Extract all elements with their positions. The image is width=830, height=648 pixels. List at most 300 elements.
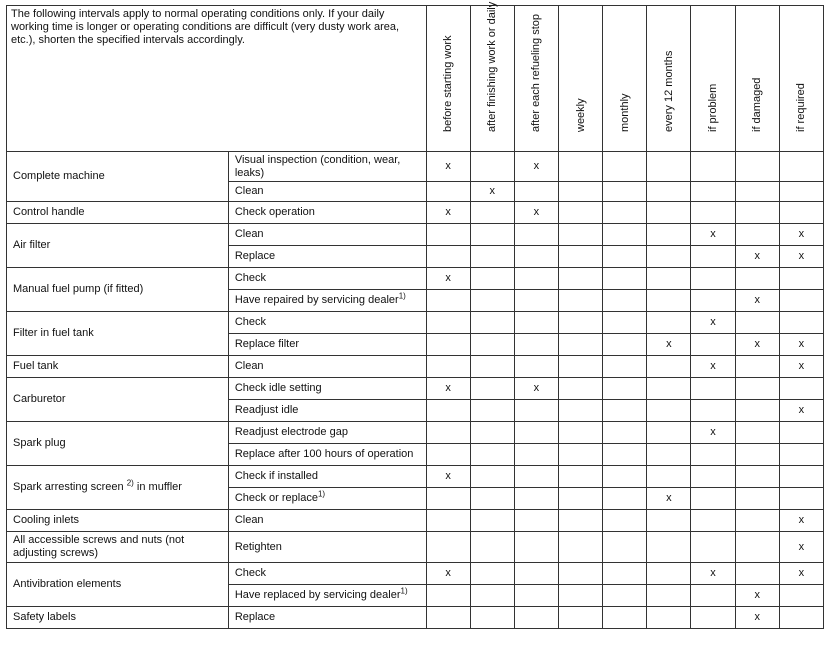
interval-mark: x — [710, 567, 716, 579]
interval-mark: x — [754, 338, 760, 350]
interval-cell — [603, 510, 647, 532]
interval-cell — [426, 378, 470, 400]
component-cell — [7, 532, 229, 563]
interval-cell — [470, 422, 514, 444]
interval-cell — [603, 224, 647, 246]
interval-cell — [779, 422, 823, 444]
table-body — [7, 152, 824, 629]
action-label: Have replaced by servicing dealer — [234, 589, 401, 601]
interval-cell — [779, 378, 823, 400]
interval-cell — [559, 400, 603, 422]
interval-cell — [426, 532, 470, 563]
component-cell — [7, 356, 229, 378]
interval-cell — [691, 312, 735, 334]
interval-cell — [426, 422, 470, 444]
interval-cell — [470, 444, 514, 466]
interval-header-label: if problem — [707, 83, 720, 132]
interval-cell — [559, 444, 603, 466]
footnote-marker: 1) — [317, 489, 326, 499]
interval-cell — [691, 182, 735, 202]
action-label: Clean — [234, 185, 264, 197]
interval-cell — [426, 585, 470, 607]
interval-cell — [603, 152, 647, 182]
interval-mark: x — [798, 567, 805, 579]
interval-cell — [559, 488, 603, 510]
interval-cell — [559, 182, 603, 202]
intro-text: The following intervals apply to normal operating conditions only. If your daily working time is longer or operating conditions are difficult (very dusty work area, etc.), shorten the specified intervals accordingly. — [7, 6, 427, 152]
interval-cell — [735, 356, 779, 378]
interval-cell — [735, 246, 779, 268]
interval-cell — [735, 182, 779, 202]
interval-cell — [603, 444, 647, 466]
interval-cell — [735, 202, 779, 224]
interval-mark: x — [798, 514, 805, 526]
interval-cell — [603, 202, 647, 224]
interval-cell — [779, 246, 823, 268]
interval-cell — [691, 400, 735, 422]
header-row — [7, 6, 824, 152]
interval-mark: x — [666, 338, 672, 350]
interval-mark: x — [798, 250, 805, 262]
table-row — [7, 607, 824, 629]
interval-cell — [691, 268, 735, 290]
action-cell — [228, 488, 426, 510]
action-label: Replace filter — [234, 338, 300, 350]
interval-cell — [559, 510, 603, 532]
interval-cell — [735, 312, 779, 334]
interval-cell — [735, 290, 779, 312]
interval-cell — [470, 246, 514, 268]
component-cell — [7, 422, 229, 466]
interval-cell — [647, 202, 691, 224]
interval-cell — [691, 532, 735, 563]
interval-cell — [735, 510, 779, 532]
interval-cell — [691, 444, 735, 466]
action-label: Replace after 100 hours of operation — [234, 448, 414, 460]
action-label: Check operation — [234, 206, 315, 218]
component-cell — [7, 607, 229, 629]
interval-cell — [514, 422, 558, 444]
interval-header-label: weekly — [574, 98, 587, 132]
interval-cell — [647, 224, 691, 246]
interval-cell — [779, 152, 823, 182]
interval-header — [559, 6, 603, 152]
interval-cell — [470, 532, 514, 563]
interval-cell — [559, 312, 603, 334]
component-label: Antivibration elements — [13, 578, 122, 590]
interval-cell — [647, 290, 691, 312]
interval-mark: x — [754, 294, 760, 306]
interval-cell — [691, 246, 735, 268]
interval-cell — [603, 607, 647, 629]
component-cell — [7, 466, 229, 510]
component-label: Control handle — [13, 206, 85, 218]
action-cell — [228, 510, 426, 532]
interval-cell — [514, 268, 558, 290]
action-cell — [228, 378, 426, 400]
interval-cell — [559, 466, 603, 488]
interval-cell — [735, 466, 779, 488]
interval-cell — [735, 563, 779, 585]
component-label: Spark plug — [13, 437, 66, 449]
interval-cell — [647, 510, 691, 532]
interval-cell — [470, 356, 514, 378]
interval-cell — [514, 202, 558, 224]
interval-cell — [559, 356, 603, 378]
interval-cell — [603, 356, 647, 378]
interval-cell — [779, 488, 823, 510]
component-cell — [7, 224, 229, 268]
interval-cell — [779, 466, 823, 488]
interval-mark: x — [710, 360, 716, 372]
interval-cell — [735, 334, 779, 356]
interval-cell — [779, 202, 823, 224]
interval-cell — [647, 400, 691, 422]
interval-cell — [559, 290, 603, 312]
interval-cell — [470, 182, 514, 202]
interval-cell — [647, 585, 691, 607]
interval-cell — [514, 532, 558, 563]
component-cell — [7, 312, 229, 356]
action-cell — [228, 202, 426, 224]
interval-cell — [779, 585, 823, 607]
interval-cell — [779, 290, 823, 312]
interval-cell — [426, 356, 470, 378]
interval-mark: x — [445, 160, 451, 172]
interval-mark: x — [798, 404, 805, 416]
interval-cell — [514, 510, 558, 532]
component-label: Filter in fuel tank — [13, 327, 94, 339]
interval-cell — [691, 290, 735, 312]
interval-header — [691, 6, 735, 152]
action-label: Check — [234, 272, 266, 284]
component-label: All accessible screws and nuts (not adjusting screws) — [13, 534, 185, 559]
interval-cell — [559, 152, 603, 182]
interval-cell — [514, 290, 558, 312]
interval-cell — [735, 532, 779, 563]
table-row — [7, 563, 824, 585]
component-label: Manual fuel pump (if fitted) — [13, 283, 144, 295]
interval-cell — [514, 224, 558, 246]
action-label: Clean — [234, 360, 264, 372]
table-row — [7, 312, 824, 334]
interval-mark: x — [754, 611, 760, 623]
interval-cell — [735, 444, 779, 466]
action-label: Check — [234, 567, 266, 579]
action-cell — [228, 224, 426, 246]
interval-header — [603, 6, 647, 152]
interval-header — [647, 6, 691, 152]
interval-header-label: before starting work — [442, 35, 455, 132]
interval-cell — [691, 563, 735, 585]
interval-cell — [691, 152, 735, 182]
interval-cell — [559, 246, 603, 268]
interval-mark: x — [445, 206, 451, 218]
interval-cell — [647, 334, 691, 356]
interval-cell — [559, 532, 603, 563]
interval-cell — [691, 510, 735, 532]
interval-cell — [426, 290, 470, 312]
action-cell — [228, 400, 426, 422]
interval-cell — [691, 378, 735, 400]
interval-cell — [647, 466, 691, 488]
interval-cell — [559, 378, 603, 400]
interval-cell — [735, 607, 779, 629]
action-label: Readjust electrode gap — [234, 426, 348, 438]
interval-cell — [470, 585, 514, 607]
action-cell — [228, 422, 426, 444]
interval-cell — [603, 378, 647, 400]
action-cell — [228, 334, 426, 356]
action-label: Have repaired by servicing dealer — [234, 294, 399, 306]
interval-cell — [647, 422, 691, 444]
interval-cell — [735, 378, 779, 400]
interval-cell — [426, 488, 470, 510]
interval-mark: x — [710, 228, 716, 240]
interval-cell — [691, 488, 735, 510]
action-cell — [228, 607, 426, 629]
interval-cell — [735, 400, 779, 422]
action-cell — [228, 246, 426, 268]
interval-cell — [603, 268, 647, 290]
interval-cell — [779, 532, 823, 563]
interval-cell — [779, 400, 823, 422]
interval-cell — [691, 224, 735, 246]
interval-mark: x — [666, 492, 672, 504]
interval-cell — [647, 356, 691, 378]
interval-cell — [514, 400, 558, 422]
interval-mark: x — [445, 567, 451, 579]
footnote-marker: 2) — [126, 478, 134, 488]
component-label: Complete machine — [13, 170, 105, 182]
action-cell — [228, 563, 426, 585]
interval-cell — [426, 246, 470, 268]
interval-header — [426, 6, 470, 152]
component-cell — [7, 378, 229, 422]
interval-cell — [647, 488, 691, 510]
interval-cell — [514, 334, 558, 356]
interval-cell — [603, 290, 647, 312]
component-label: Safety labels — [13, 611, 76, 623]
interval-cell — [603, 488, 647, 510]
table-row — [7, 532, 824, 563]
component-label: Fuel tank — [13, 360, 59, 372]
interval-cell — [470, 202, 514, 224]
interval-cell — [647, 152, 691, 182]
interval-cell — [426, 444, 470, 466]
interval-cell — [559, 224, 603, 246]
interval-cell — [603, 334, 647, 356]
interval-cell — [647, 607, 691, 629]
component-label: Air filter — [13, 239, 51, 251]
table-row — [7, 356, 824, 378]
component-label: Spark arresting screen — [13, 481, 124, 493]
interval-header-label: if required — [795, 83, 808, 132]
interval-header — [470, 1, 514, 152]
action-cell — [228, 152, 426, 182]
interval-mark: x — [445, 382, 451, 394]
interval-cell — [426, 607, 470, 629]
interval-cell — [514, 246, 558, 268]
interval-cell — [470, 290, 514, 312]
interval-cell — [779, 182, 823, 202]
interval-cell — [603, 563, 647, 585]
interval-cell — [559, 202, 603, 224]
action-cell — [228, 585, 426, 607]
table-row — [7, 422, 824, 444]
interval-cell — [470, 152, 514, 182]
interval-cell — [691, 607, 735, 629]
interval-cell — [647, 268, 691, 290]
interval-mark: x — [533, 382, 540, 394]
interval-cell — [603, 422, 647, 444]
table-row — [7, 466, 824, 488]
action-label: Clean — [234, 228, 264, 240]
interval-cell — [779, 444, 823, 466]
action-label: Check — [234, 316, 266, 328]
interval-header — [514, 6, 558, 152]
action-cell — [228, 312, 426, 334]
interval-cell — [779, 356, 823, 378]
interval-cell — [559, 422, 603, 444]
interval-mark: x — [710, 426, 716, 438]
interval-mark: x — [445, 272, 451, 284]
interval-cell — [691, 356, 735, 378]
action-label: Check or replace — [234, 492, 318, 504]
component-cell — [7, 563, 229, 607]
interval-mark: x — [798, 540, 805, 553]
interval-cell — [691, 585, 735, 607]
component-cell — [7, 510, 229, 532]
interval-cell — [426, 510, 470, 532]
interval-cell — [426, 466, 470, 488]
interval-mark: x — [754, 250, 760, 262]
interval-cell — [470, 378, 514, 400]
interval-cell — [603, 182, 647, 202]
interval-cell — [514, 444, 558, 466]
interval-mark: x — [533, 160, 540, 172]
interval-mark: x — [533, 206, 540, 218]
table-row — [7, 378, 824, 400]
interval-cell — [426, 563, 470, 585]
interval-cell — [647, 246, 691, 268]
table-row — [7, 152, 824, 182]
interval-cell — [603, 466, 647, 488]
interval-cell — [691, 202, 735, 224]
interval-cell — [779, 334, 823, 356]
interval-cell — [514, 356, 558, 378]
interval-cell — [735, 268, 779, 290]
interval-cell — [514, 607, 558, 629]
interval-header-label: if damaged — [751, 77, 764, 132]
interval-cell — [514, 563, 558, 585]
interval-cell — [647, 378, 691, 400]
interval-cell — [559, 607, 603, 629]
footnote-marker: 1) — [400, 586, 408, 596]
component-label: Carburetor — [13, 393, 66, 405]
interval-cell — [603, 246, 647, 268]
action-cell — [228, 466, 426, 488]
interval-cell — [647, 312, 691, 334]
interval-cell — [426, 334, 470, 356]
footnote-marker: 1) — [398, 291, 406, 301]
interval-mark: x — [754, 589, 760, 601]
interval-cell — [691, 466, 735, 488]
interval-cell — [647, 444, 691, 466]
interval-mark: x — [798, 228, 805, 240]
component-cell — [7, 268, 229, 312]
interval-cell — [426, 400, 470, 422]
maintenance-table — [6, 1, 824, 629]
action-label: Check if installed — [234, 470, 318, 482]
interval-cell — [470, 334, 514, 356]
interval-header-label: after finishing work or daily — [486, 1, 499, 132]
interval-cell — [470, 224, 514, 246]
interval-cell — [426, 312, 470, 334]
component-label: Cooling inlets — [13, 514, 80, 526]
interval-cell — [470, 488, 514, 510]
interval-cell — [426, 202, 470, 224]
interval-cell — [735, 224, 779, 246]
interval-cell — [426, 152, 470, 182]
interval-cell — [426, 268, 470, 290]
interval-cell — [514, 182, 558, 202]
interval-cell — [559, 585, 603, 607]
action-cell — [228, 268, 426, 290]
interval-mark: x — [489, 185, 496, 197]
table-row — [7, 510, 824, 532]
action-label: Visual inspection (condition, wear, leaks) — [234, 153, 401, 179]
action-cell — [228, 182, 426, 202]
interval-cell — [779, 607, 823, 629]
interval-cell — [470, 563, 514, 585]
interval-cell — [647, 182, 691, 202]
interval-mark: x — [798, 360, 805, 372]
interval-cell — [514, 488, 558, 510]
interval-cell — [514, 466, 558, 488]
interval-cell — [691, 422, 735, 444]
interval-header-label: after each refueling stop — [530, 13, 543, 132]
interval-cell — [603, 585, 647, 607]
component-cell — [7, 202, 229, 224]
interval-cell — [647, 532, 691, 563]
action-cell — [228, 290, 426, 312]
interval-mark: x — [710, 316, 716, 328]
interval-cell — [470, 312, 514, 334]
interval-cell — [779, 224, 823, 246]
interval-cell — [559, 563, 603, 585]
component-cell — [7, 152, 229, 202]
interval-cell — [514, 378, 558, 400]
interval-cell — [470, 510, 514, 532]
interval-mark: x — [445, 470, 451, 482]
interval-cell — [559, 268, 603, 290]
interval-cell — [779, 312, 823, 334]
action-label: Retighten — [234, 540, 282, 553]
table-row — [7, 202, 824, 224]
component-label-suffix: in muffler — [133, 481, 182, 493]
interval-cell — [603, 400, 647, 422]
interval-cell — [735, 585, 779, 607]
interval-cell — [470, 607, 514, 629]
interval-cell — [559, 334, 603, 356]
interval-cell — [603, 312, 647, 334]
interval-cell — [426, 182, 470, 202]
table-row — [7, 224, 824, 246]
action-label: Readjust idle — [234, 404, 299, 416]
action-cell — [228, 356, 426, 378]
interval-cell — [470, 400, 514, 422]
